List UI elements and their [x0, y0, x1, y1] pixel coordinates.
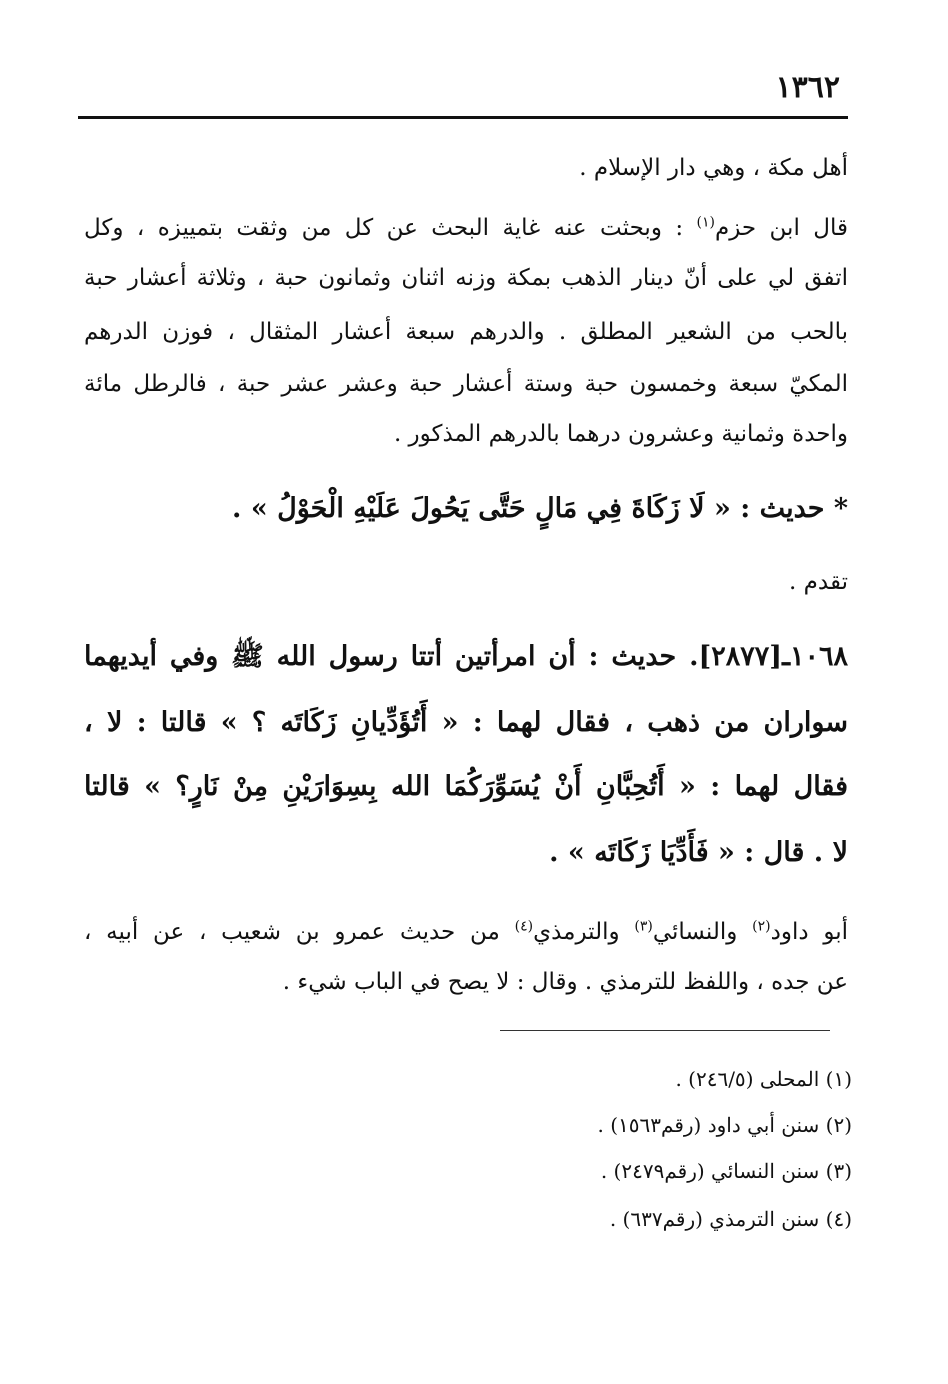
footnote	[300, 1064, 852, 1094]
text-fragment: من حديث عمرو بن شعيب ، عن أبيه ،	[84, 919, 515, 945]
text-fragment: أبو داود	[770, 919, 848, 945]
footnote-number: (٢)	[825, 1113, 852, 1137]
footnote-text: سنن الترمذي (رقم٦٣٧) .	[609, 1207, 820, 1231]
footnote-ref: (٢)	[752, 918, 771, 935]
footnote-number: (٣)	[825, 1159, 852, 1183]
text-line: المكيّ سبعة وخمسون حبة وستة أعشار حبة وعشر عشر حبة ، فالرطل مائة	[84, 371, 848, 397]
text-line	[84, 912, 848, 952]
footnote-text: سنن أبي داود (رقم١٥٦٣) .	[597, 1113, 820, 1137]
header-rule	[78, 116, 848, 119]
text-line: تقدم .	[789, 569, 848, 595]
text-line: واحدة وثمانية وعشرون درهما بالدرهم المذكور .	[393, 421, 848, 447]
text-fragment: والنسائي	[652, 919, 753, 945]
text-fragment: والترمذي	[533, 919, 635, 945]
text-line	[84, 208, 848, 248]
footnote	[300, 1204, 852, 1234]
text-line: اتفق لي على أنّ دينار الذهب بمكة وزنه اثنان وثمانون حبة ، وثلاثة أعشار حبة	[84, 265, 848, 291]
footnote-number: (١)	[825, 1067, 852, 1091]
footnote-ref: (٣)	[634, 918, 653, 935]
hadith-line: فقال لهما : « أَتُحِبَّانِ أَنْ يُسَوِّرَكُمَا الله بِسِوَارَيْنِ مِنْ نَارٍ؟ » قالتا	[84, 771, 848, 802]
footnote-ref: (١)	[696, 214, 715, 231]
footnote-ref: (٤)	[514, 918, 534, 935]
footnote-rule	[500, 1030, 830, 1031]
text-fragment: : وبحثت عنه غاية البحث عن كل من وثقت بتمييزه ، وكل	[84, 215, 697, 241]
hadith-line: لا . قال : « فَأَدِّيَا زَكَاتَه » .	[549, 837, 848, 868]
footnote-text: سنن النسائي (رقم٢٤٧٩) .	[600, 1159, 820, 1183]
text-line: أهل مكة ، وهي دار الإسلام .	[579, 155, 848, 181]
page-number: ١٣٦٢	[775, 70, 840, 105]
text-line: عن جده ، واللفظ للترمذي . وقال : لا يصح في الباب شيء .	[282, 969, 848, 995]
footnote	[300, 1156, 852, 1186]
text-line: بالحب من الشعير المطلق . والدرهم سبعة أعشار المثقال ، فوزن الدرهم	[84, 319, 848, 345]
hadith-line: ١٠٦٨ـ[٢٨٧٧]. حديث : أن امرأتين أتتا رسول الله ﷺ وفي أيديهما	[84, 641, 848, 672]
footnote-number: (٤)	[825, 1207, 852, 1231]
hadith-line: سواران من ذهب ، فقال لهما : « أَتُؤَدِّيانِ زَكَاتَه ؟ » قالتا : لا ،	[84, 707, 848, 738]
text-fragment: قال ابن حزم	[714, 215, 848, 241]
hadith-heading: * حديث : « لَا زَكَاةَ فِي مَالٍ حَتَّى يَحُولَ عَلَيْهِ الْحَوْلُ » .	[232, 493, 848, 524]
footnote	[300, 1110, 852, 1140]
footnote-text: المحلى (٢٤٦/٥) .	[675, 1067, 820, 1091]
